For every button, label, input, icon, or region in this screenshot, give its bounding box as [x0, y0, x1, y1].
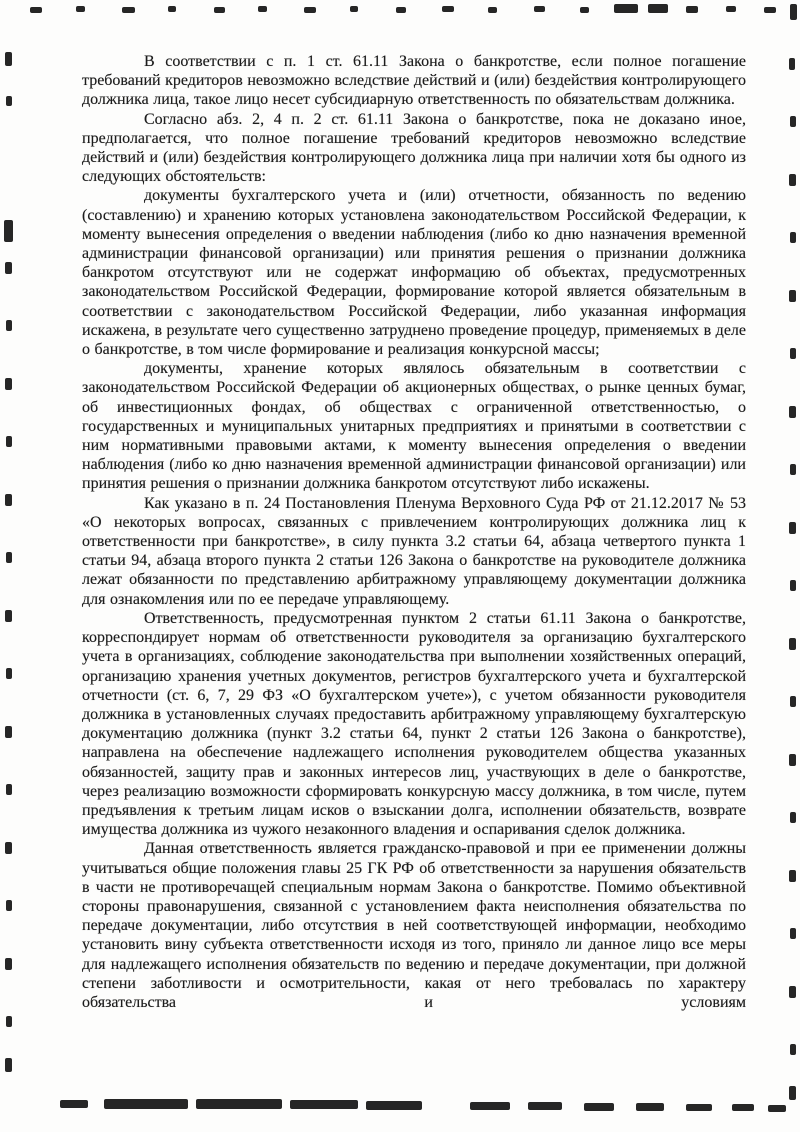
paragraph-subsidiary-liability: В соответствии с п. 1 ст. 61.11 Закона о банкротстве, если полное погашение требований кредиторов невозможно вследствие действий и (или) бездействия контролирующего должника лица, такое лицо несет субсидиарную ответственность по обязательствам должника. [82, 53, 746, 109]
paragraph-responsibility-correspondence: Ответственность, предусмотренная пунктом 2 статьи 61.11 Закона о банкротстве, корреспондирует нормам об ответственности руководителя за организацию бухгалтерского учета в организациях, соблюдение законодательства при выполнении хозяйственных операций, организацию хранения учетных документов, регистров бухгалтерского учета и бухгалтерской отчетности (ст. 6, 7, 29 ФЗ «О бухгалтерском учете»), с учетом обязанности руководителя должника в установленных случаях предоставить арбитражному управляющему бухгалтерскую документацию должника (пункт 3.2 статьи 64, пункт 2 статьи 126 Закона о банкротстве), направлена на обеспечение надлежащего исполнения руководителем общества указанных обязанностей, защиту прав и законных интересов лиц, участвующих в деле о банкротстве, через реализацию возможности сформировать конкурсную массу должника, в том числе, путем предъявления к третьим лицам исков о взыскании долга, исполнении обязательств, возврате имущества должника из чужого незаконного владения и оспаривания сделок должника. [82, 609, 746, 839]
scan-noise-mark [104, 1099, 188, 1109]
scan-noise-mark [5, 958, 12, 970]
scan-noise-mark [528, 1102, 562, 1110]
scan-noise-mark [790, 812, 796, 823]
scan-noise-mark [789, 290, 796, 302]
scan-noise-mark [5, 52, 12, 66]
scan-noise-mark [584, 1103, 614, 1111]
scan-noise-mark [5, 842, 12, 854]
scan-noise-mark [5, 494, 12, 506]
scan-noise-mark [732, 1104, 754, 1111]
scan-noise-mark [76, 6, 85, 12]
scan-noise-mark [290, 1100, 358, 1109]
scan-noise-mark [789, 174, 796, 186]
scan-noise-mark [6, 784, 12, 795]
scan-noise-mark [789, 870, 796, 882]
scan-noise-mark [648, 4, 668, 13]
scan-noise-mark [790, 348, 796, 359]
scan-noise-mark [789, 406, 796, 418]
scan-noise-mark [6, 1016, 12, 1027]
scan-noise-mark [470, 1102, 510, 1110]
scan-noise-mark [6, 552, 12, 563]
scan-noise-mark [790, 580, 796, 591]
scan-noise-mark [30, 7, 42, 13]
scan-noise-mark [6, 668, 12, 679]
scan-noise-mark [366, 1101, 422, 1110]
scan-noise-mark [122, 7, 135, 13]
scan-noise-mark [258, 6, 267, 12]
scan-noise-mark [768, 1105, 786, 1112]
scan-noise-mark [488, 7, 497, 13]
scan-noise-mark [636, 1103, 664, 1111]
scan-noise-mark [790, 116, 796, 127]
scan-noise-mark [789, 522, 796, 534]
scan-noise-mark [790, 928, 796, 939]
scan-noise-mark [790, 232, 796, 243]
scan-noise-mark [350, 6, 358, 12]
scan-noise-mark [534, 6, 545, 12]
scan-noise-mark [686, 6, 698, 13]
scan-noise-mark [726, 6, 736, 12]
scan-noise-mark [790, 1044, 796, 1055]
scan-noise-mark [396, 7, 406, 13]
scan-noise-mark [5, 726, 12, 738]
scan-noise-mark [686, 1104, 712, 1111]
scan-noise-mark [790, 4, 797, 20]
scan-noise-mark [789, 986, 796, 998]
scan-noise-mark [5, 262, 12, 274]
scan-noise-mark [4, 220, 13, 242]
scan-noise-mark [6, 96, 12, 106]
scan-noise-mark [6, 900, 12, 911]
paragraph-civil-liability: Данная ответственность является гражданско-правовой и при ее применении должны учитываться общие положения главы 25 ГК РФ об ответственности за нарушения обязательств в части не противоречащей специальным нормам Закона о банкротстве. Помимо объективной стороны правонарушения, связанной с установлением факта неисполнения обязательства по передаче документации, либо отсутствия в ней соответствующей информации, необходимо установить вину субъекта ответственности исходя из того, приняло ли данное лицо все меры для надлежащего исполнения обязательств по ведению и передаче документации, при должной степени заботливости и осмотрительности, какая от него требовалась по характеру обязательства и условиям [82, 840, 746, 1011]
document-text [82, 52, 746, 1012]
scan-noise-mark [196, 1099, 282, 1109]
scan-noise-mark [789, 58, 795, 70]
scan-noise-mark [5, 378, 12, 390]
scan-noise-mark [789, 638, 796, 650]
scan-noise-mark [789, 754, 796, 766]
scan-noise-mark [214, 7, 225, 13]
scan-noise-mark [5, 1058, 12, 1072]
paragraph-plenum-resolution-53: Как указано в п. 24 Постановления Пленума Верховного Суда РФ от 21.12.2017 № 53 «О некоторых вопросах, связанных с привлечением контролирующих должника лиц к ответственности при банкротстве», в силу пункта 3.2 статьи 64, абзаца четвертого пункта 1 статьи 94, абзаца второго пункта 2 статьи 126 Закона о банкротстве на руководителе должника лежат обязанности по представлению арбитражному управляющему документации должника для ознакомления или по ее передаче управляющему. [82, 494, 746, 608]
scan-noise-mark [764, 7, 776, 13]
scan-noise-mark [789, 1086, 796, 1100]
scan-noise-mark [304, 7, 316, 13]
paragraph-presumption: Согласно абз. 2, 4 п. 2 ст. 61.11 Закона о банкротстве, пока не доказано иное, предполагается, что полное погашение требований кредиторов невозможно вследствие действий и (или) бездействия контролирующего должника лица при наличии хотя бы одного из следующих обстоятельств: [82, 110, 746, 186]
scan-noise-mark [5, 610, 12, 622]
scan-noise-mark [790, 696, 796, 707]
scan-noise-mark [790, 464, 796, 475]
scan-noise-mark [614, 4, 638, 13]
scan-noise-mark [168, 6, 176, 12]
scan-noise-mark [6, 320, 12, 331]
scan-noise-mark [6, 436, 12, 447]
scan-noise-mark [442, 6, 454, 12]
scan-noise-mark [60, 1100, 88, 1108]
paragraph-mandatory-storage-documents: документы, хранение которых являлось обязательным в соответствии с законодательством Российской Федерации об акционерных обществах, о рынке ценных бумаг, об инвестиционных фондах, об обществах с ограниченной ответственностью, о государственных и муниципальных унитарных предприятиях и принятыми в соответствии с ним нормативными правовыми актами, к моменту вынесения определения о введении наблюдения (либо ко дню назначения временной администрации финансовой организации) или принятия решения о признании должника банкротом отсутствуют либо искажены. [82, 360, 746, 493]
paragraph-accounting-documents: документы бухгалтерского учета и (или) отчетности, обязанность по ведению (составлению) и хранению которых установлена законодательством Российской Федерации, к моменту вынесения определения о введении наблюдения (либо ко дню назначения временной администрации финансовой организации) или принятия решения о признании должника банкротом отсутствуют или не содержат информацию об объектах, предусмотренных законодательством Российской Федерации, формирование которой является обязательным в соответствии с законодательством Российской Федерации, либо указанная информация искажена, в результате чего существенно затруднено проведение процедур, применяемых в деле о банкротстве, в том числе формирование и реализация конкурсной массы; [82, 187, 746, 359]
scan-noise-mark [580, 7, 589, 13]
